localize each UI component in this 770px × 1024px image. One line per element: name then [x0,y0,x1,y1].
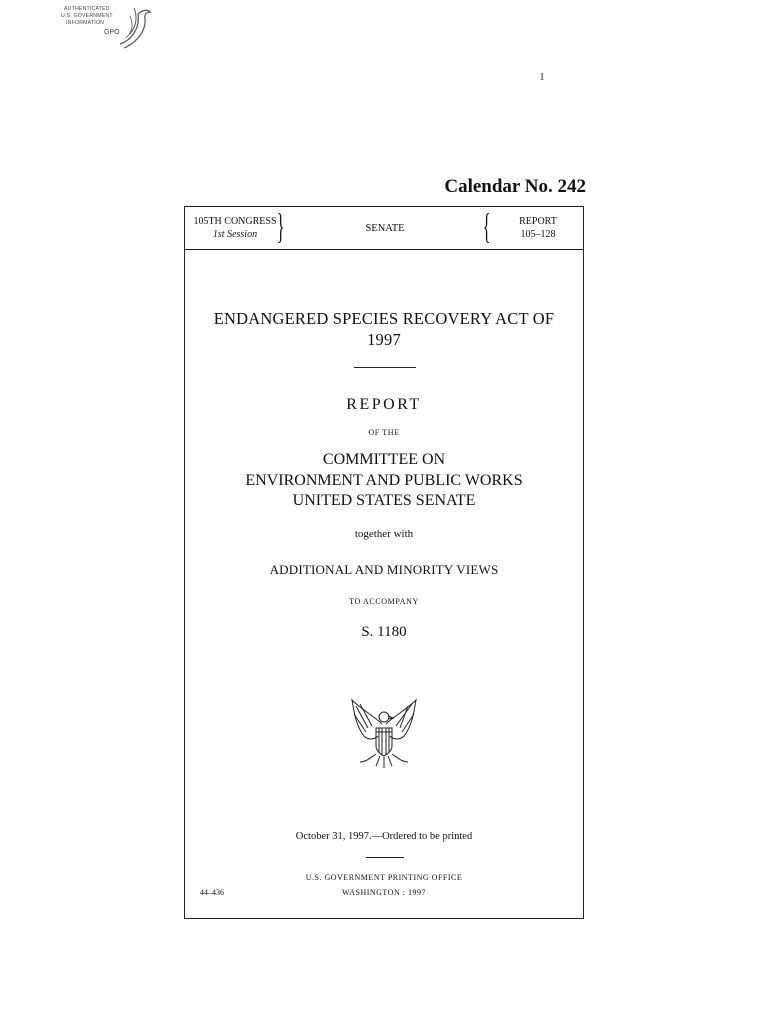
print-code: 44–436 [200,888,224,897]
report-number-block [505,215,571,241]
seal-text-line-3: INFORMATION [66,20,105,26]
bill-number: S. 1180 [361,624,407,640]
report-label: REPORT [519,216,557,227]
to-accompany-label: TO ACCOMPANY [349,597,419,606]
left-brace-icon: { [482,206,491,246]
session-label: 1st Session [212,229,258,240]
right-brace-icon: } [276,206,285,246]
committee-line-1: COMMITTEE ON [322,451,446,468]
report-title [185,308,583,350]
of-the-label: OF THE [368,428,400,437]
committee-line-2: ENVIRONMENT AND PUBLIC WORKS [245,471,523,489]
committee-name [185,450,583,512]
together-with-label: together with [354,528,414,540]
divider-rule-short [366,857,404,858]
page-number: 1 [539,72,545,83]
seal-text-gpo: GPO [104,29,120,36]
gpo-authentication-seal [60,4,152,50]
chamber-label: SENATE [365,223,405,234]
report-number: 105–128 [520,229,556,240]
eagle-emblem-icon [346,696,422,770]
city-year: WASHINGTON : 1997 [342,888,426,897]
divider-rule [354,367,416,368]
calendar-number: Calendar No. 242 [444,176,586,197]
committee-line-3: UNITED STATES SENATE [292,492,476,509]
congress-label: 105TH CONGRESS [193,216,277,227]
views-heading: ADDITIONAL AND MINORITY VIEWS [269,562,499,577]
title-line-2: 1997 [367,330,401,349]
report-header [185,207,583,250]
ordered-printed-line: October 31, 1997.—Ordered to be printed [295,831,473,842]
printing-office: U.S. GOVERNMENT PRINTING OFFICE [305,873,463,882]
report-heading: REPORT [346,396,422,413]
congress-session [191,215,279,241]
seal-text-line-1: AUTHENTICATED [64,6,110,12]
title-line-1: ENDANGERED SPECIES RECOVERY ACT OF [213,309,555,328]
seal-text-line-2: U.S. GOVERNMENT [61,13,113,19]
eagle-seal-icon [116,4,152,50]
